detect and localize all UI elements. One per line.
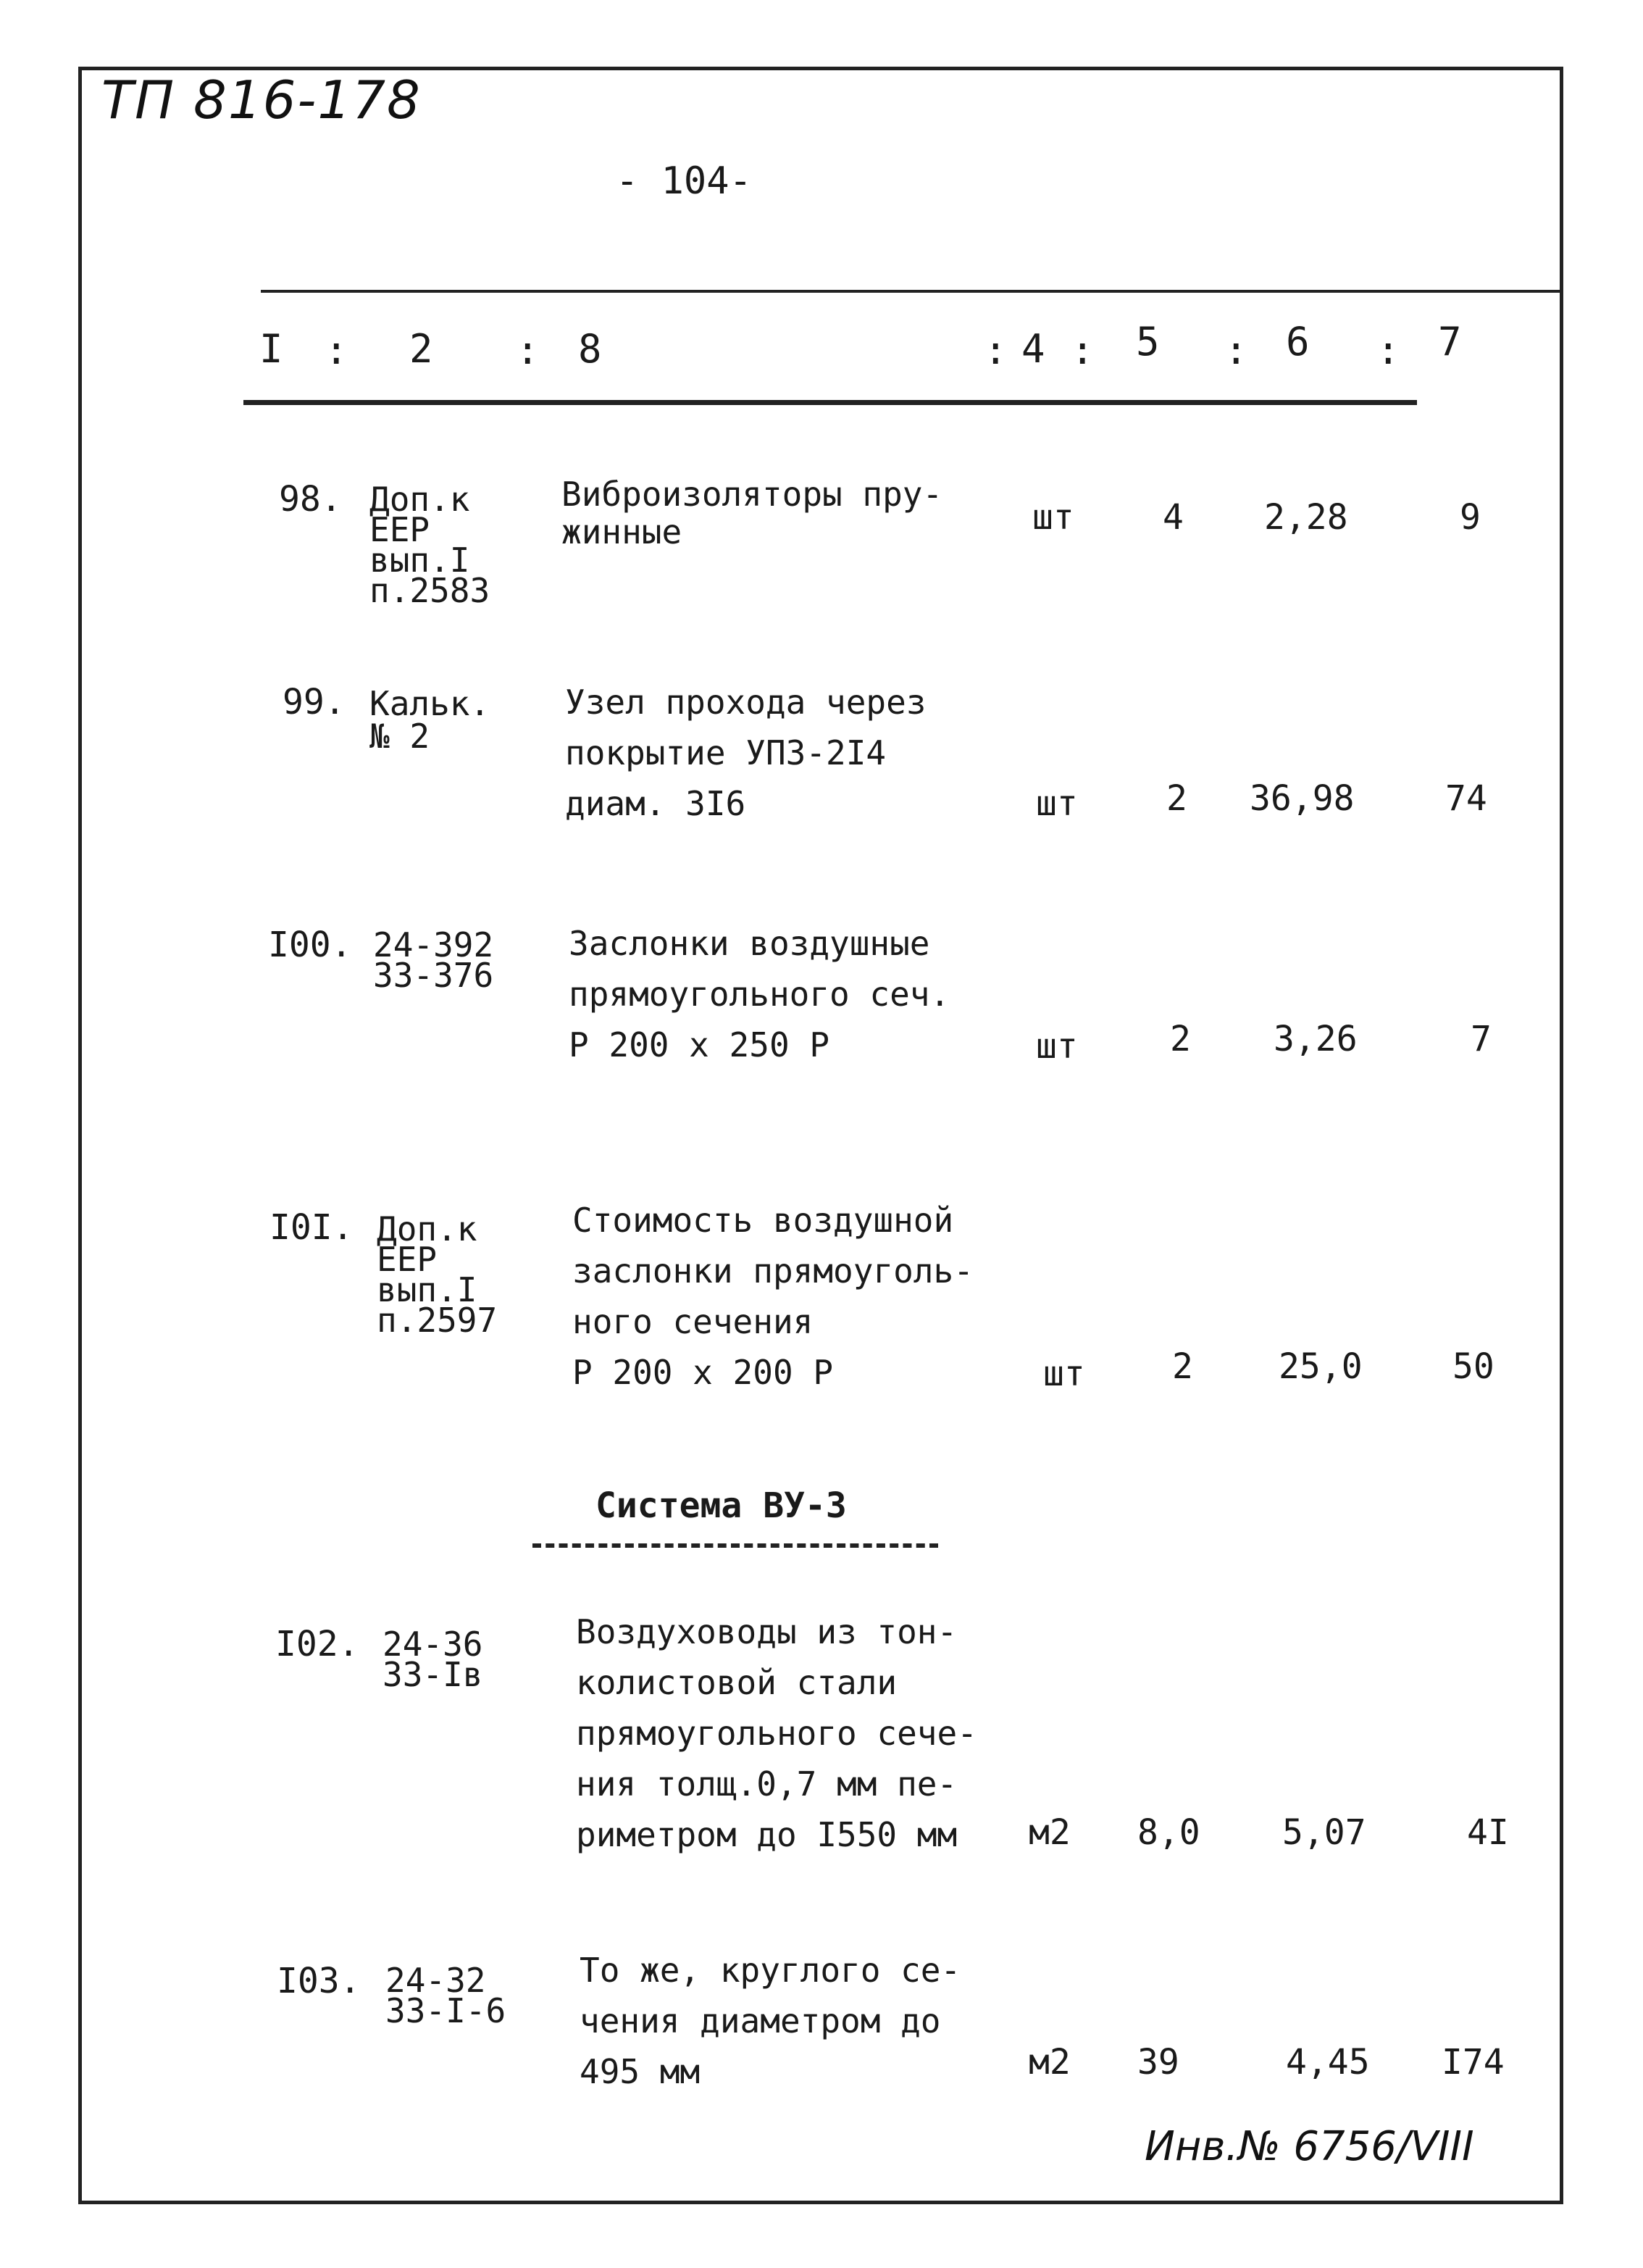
row-total: 50 <box>1452 1346 1494 1387</box>
row-ref-line: 24-36 <box>382 1625 483 1664</box>
row-name-line: прямоугольного сеч. <box>569 975 950 1014</box>
row-quantity: 8,0 <box>1137 1812 1200 1853</box>
row-ref-line: вып.I <box>377 1270 477 1309</box>
header-top-rule <box>261 290 1563 293</box>
row-ref-line: вып.I <box>369 541 470 580</box>
row-ref-line: 24-392 <box>373 925 494 964</box>
col-header-7: 7 <box>1438 319 1462 364</box>
row-unit-price: 36,98 <box>1250 778 1355 819</box>
row-ref-line: 33-I-6 <box>385 1991 506 2030</box>
col-separator: : <box>1071 328 1095 373</box>
row-name-line: 495 мм <box>580 2052 701 2091</box>
row-ref-line: п.2597 <box>377 1301 498 1340</box>
row-number: 99. <box>283 682 346 722</box>
col-header-1: I <box>259 326 283 372</box>
row-name-line: Р 200 х 200 Р <box>572 1353 834 1392</box>
document-code: ТП 816-178 <box>101 70 422 130</box>
row-unit: шт <box>1032 497 1074 538</box>
row-unit-price: 2,28 <box>1264 497 1348 538</box>
col-separator: : <box>325 328 348 373</box>
row-total: 74 <box>1445 778 1487 819</box>
row-unit: шт <box>1043 1354 1085 1394</box>
row-number: 98. <box>279 479 342 520</box>
row-quantity: 4 <box>1163 497 1184 538</box>
page-frame <box>78 67 1563 2204</box>
row-name-line: покрытие УПЗ-2I4 <box>565 733 887 772</box>
header-bottom-rule <box>243 400 1417 405</box>
row-name-line: Р 200 х 250 Р <box>569 1025 830 1064</box>
row-name-line: Стоимость воздушной <box>572 1201 954 1240</box>
col-separator: : <box>1224 328 1248 373</box>
row-unit-price: 4,45 <box>1286 2042 1370 2083</box>
row-total: 4I <box>1467 1812 1509 1853</box>
col-header-5: 5 <box>1136 319 1160 364</box>
row-number: I03. <box>277 1961 361 2001</box>
row-name-line: заслонки прямоуголь- <box>572 1251 974 1291</box>
row-name-line: риметром до I550 мм <box>576 1815 958 1854</box>
row-number: I0I. <box>269 1207 354 1248</box>
row-unit: шт <box>1036 1026 1078 1067</box>
row-name-line: То же, круглого се- <box>580 1951 961 1990</box>
row-name-line: Узел прохода через <box>565 683 927 722</box>
inventory-stamp: Инв.№ 6756/VIII <box>1145 2123 1474 2170</box>
row-name-line: жинные <box>561 512 682 551</box>
col-separator: : <box>516 328 540 373</box>
row-unit-price: 3,26 <box>1274 1019 1358 1059</box>
row-name-line: ного сечения <box>572 1302 814 1341</box>
row-name-line: прямоугольного сече- <box>576 1714 977 1753</box>
row-total: 7 <box>1471 1019 1492 1059</box>
col-header-6: 6 <box>1286 319 1310 364</box>
row-unit-price: 25,0 <box>1279 1346 1363 1387</box>
row-name-line: Виброизоляторы пру- <box>561 475 943 514</box>
page-number: - 104- <box>616 159 752 203</box>
row-name-line: диам. 3I6 <box>565 784 746 823</box>
col-separator: : <box>984 328 1008 373</box>
row-ref-line: 33-Iв <box>382 1655 483 1694</box>
row-ref-line: Кальк. <box>369 684 490 723</box>
row-unit: м2 <box>1029 2042 1071 2083</box>
row-ref-line: 33-376 <box>373 956 494 995</box>
row-total: I74 <box>1442 2042 1505 2083</box>
row-ref-line: Доп.к <box>369 480 470 519</box>
row-ref-line: 24-32 <box>385 1961 486 2000</box>
section-underline <box>532 1543 938 1548</box>
row-total: 9 <box>1460 497 1481 538</box>
col-separator: : <box>1376 328 1400 373</box>
row-quantity: 2 <box>1170 1019 1191 1059</box>
row-ref-line: ЕЕР <box>369 510 430 549</box>
row-unit: шт <box>1036 783 1078 824</box>
col-header-2: 2 <box>409 326 433 372</box>
row-ref-line: Доп.к <box>377 1209 477 1248</box>
row-quantity: 2 <box>1166 778 1187 819</box>
row-number: I02. <box>275 1624 359 1664</box>
row-ref-line: п.2583 <box>369 571 490 610</box>
row-quantity: 2 <box>1172 1346 1193 1387</box>
col-header-3: 8 <box>578 326 602 372</box>
row-name-line: чения диаметром до <box>580 2001 941 2040</box>
row-name-line: ния толщ.0,7 мм пе- <box>576 1764 958 1804</box>
row-ref-line: ЕЕР <box>377 1240 438 1279</box>
row-unit-price: 5,07 <box>1282 1812 1366 1853</box>
row-name-line: колистовой стали <box>576 1663 898 1702</box>
row-name-line: Заслонки воздушные <box>569 924 930 963</box>
row-ref-line: № 2 <box>369 717 430 756</box>
row-name-line: Воздуховоды из тон- <box>576 1612 958 1651</box>
row-unit: м2 <box>1029 1812 1071 1853</box>
section-heading: Система ВУ-3 <box>595 1485 847 1526</box>
col-header-4: 4 <box>1021 326 1045 372</box>
row-number: I00. <box>268 925 352 965</box>
row-quantity: 39 <box>1137 2042 1179 2083</box>
